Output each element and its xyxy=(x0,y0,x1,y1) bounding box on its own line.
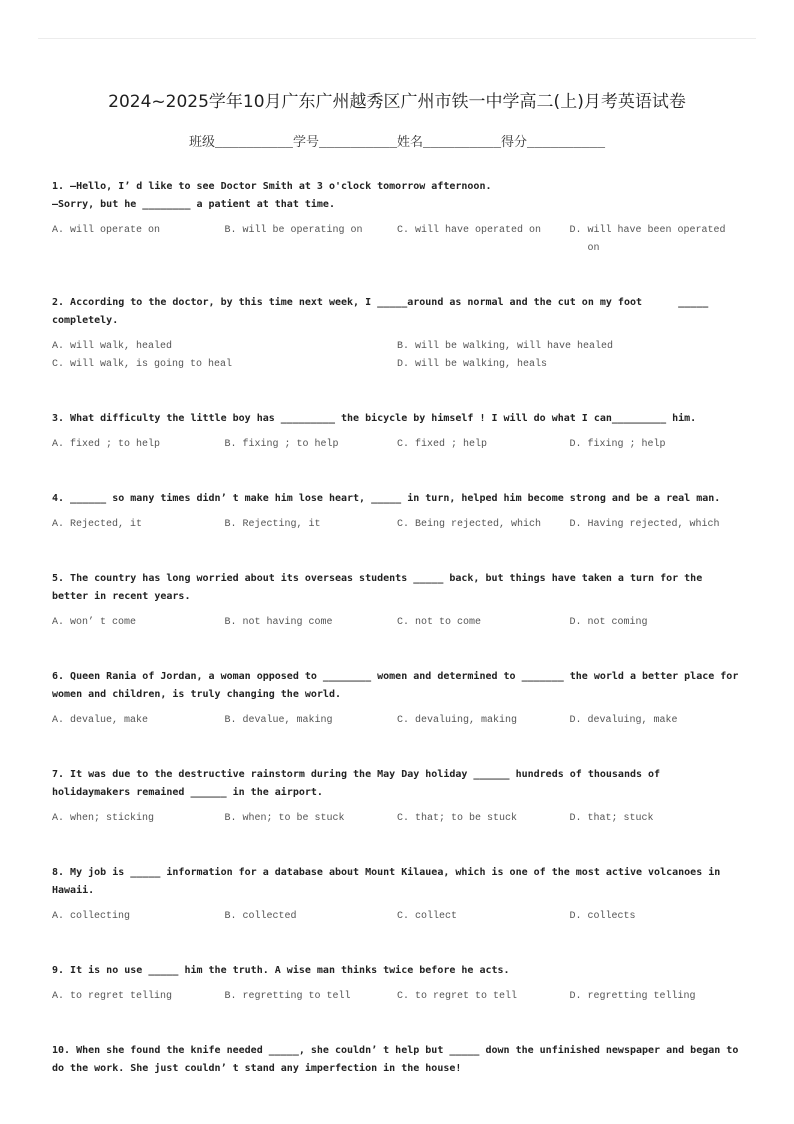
stem-line: 6. Queen Rania of Jordan, a woman opposed to ________ women and determined to _______ the world a better place for xyxy=(52,671,739,682)
student-number-label: 学号 xyxy=(292,135,319,150)
class-label: 班级 xyxy=(188,135,215,150)
option-d: D. not coming xyxy=(569,617,648,628)
student-number-blank: __________ xyxy=(318,135,397,150)
option-d: D. fixing ; help xyxy=(569,439,666,450)
stem-line: do the work. She just couldn’ t stand any imperfection in the house! xyxy=(52,1063,462,1074)
exam-title: 2024~2025学年10月广东广州越秀区广州市铁一中学高二(上)月考英语试卷 xyxy=(108,92,686,112)
options xyxy=(52,436,752,454)
class-blank: __________ xyxy=(214,135,293,150)
stem-line: 2. According to the doctor, by this time next week, I _____around as normal and the cut on my foot _____ xyxy=(52,297,709,308)
score-label: 得分 xyxy=(501,135,528,150)
question-stem xyxy=(52,962,752,980)
stem-line: completely. xyxy=(52,315,119,326)
stem-line: women and children, is truly changing the world. xyxy=(52,689,341,700)
question-stem xyxy=(52,668,752,704)
option-c: C. Being rejected, which xyxy=(397,519,542,530)
student-info-line xyxy=(0,134,794,152)
question-6 xyxy=(52,668,752,730)
option-b: B. when; to be stuck xyxy=(224,813,345,824)
question-stem xyxy=(52,766,752,802)
stem-line: 5. The country has long worried about its overseas students _____ back, but things have taken a turn for the xyxy=(52,573,703,584)
option-c: C. to regret to tell xyxy=(397,991,518,1002)
option-d: D. collects xyxy=(569,911,636,922)
question-stem xyxy=(52,570,752,606)
options xyxy=(52,516,752,534)
option-b: B. will be operating on xyxy=(224,225,363,236)
option-b: B. collected xyxy=(224,911,297,922)
option-a: A. when; sticking xyxy=(52,813,155,824)
option-c: C. that; to be stuck xyxy=(397,813,518,824)
question-5 xyxy=(52,570,752,632)
name-label: 姓名 xyxy=(397,135,424,150)
name-blank: __________ xyxy=(423,135,502,150)
stem-line: 10. When she found the knife needed _____, she couldn’ t help but _____ down the unfinished newspaper and began to xyxy=(52,1045,739,1056)
stem-line: 8. My job is _____ information for a database about Mount Kilauea, which is one of the most active volcanoes in xyxy=(52,867,721,878)
option-c: C. devaluing, making xyxy=(397,715,518,726)
option-a: A. fixed ; to help xyxy=(52,439,161,450)
stem-line: Hawaii. xyxy=(52,885,95,896)
score-blank: __________ xyxy=(527,135,606,150)
header-divider xyxy=(38,38,756,39)
question-4 xyxy=(52,490,752,534)
question-list xyxy=(52,178,752,1114)
options xyxy=(52,614,752,632)
option-c: C. collect xyxy=(397,911,458,922)
stem-line: —Sorry, but he ________ a patient at that time. xyxy=(52,199,335,210)
option-d: D. regretting telling xyxy=(569,991,696,1002)
option-a: A. devalue, make xyxy=(52,715,149,726)
option-b: B. will be walking, will have healed xyxy=(397,341,614,352)
question-stem xyxy=(52,178,752,214)
stem-line: 9. It is no use _____ him the truth. A wise man thinks twice before he acts. xyxy=(52,965,510,976)
option-b: B. fixing ; to help xyxy=(224,439,339,450)
options xyxy=(52,810,752,828)
option-a: A. won’ t come xyxy=(52,617,137,628)
question-stem xyxy=(52,1042,752,1078)
option-d: D. devaluing, make xyxy=(569,715,678,726)
options xyxy=(52,222,752,258)
option-b: B. Rejecting, it xyxy=(224,519,321,530)
option-a: A. will walk, healed xyxy=(52,341,173,352)
option-b: B. devalue, making xyxy=(224,715,333,726)
option-d: D. will be walking, heals xyxy=(397,359,548,370)
option-a: A. will operate on xyxy=(52,225,161,236)
options xyxy=(52,712,752,730)
option-d: D. Having rejected, which xyxy=(569,519,720,530)
option-c: C. not to come xyxy=(397,617,482,628)
question-stem xyxy=(52,410,752,428)
question-9 xyxy=(52,962,752,1006)
question-stem xyxy=(52,490,752,508)
question-3 xyxy=(52,410,752,454)
option-b: B. not having come xyxy=(224,617,333,628)
options xyxy=(52,908,752,926)
stem-line: 7. It was due to the destructive rainstorm during the May Day holiday ______ hundreds of thousands of xyxy=(52,769,661,780)
stem-line: holidaymakers remained ______ in the airport. xyxy=(52,787,323,798)
question-7 xyxy=(52,766,752,828)
option-a: A. Rejected, it xyxy=(52,519,143,530)
option-d: D. that; stuck xyxy=(569,813,654,824)
stem-line: better in recent years. xyxy=(52,591,191,602)
question-2 xyxy=(52,294,752,374)
options xyxy=(52,338,752,374)
option-a: A. collecting xyxy=(52,911,131,922)
option-c: C. will have operated on xyxy=(397,225,542,236)
stem-line: 1. —Hello, I’ d like to see Doctor Smith at 3 o'clock tomorrow afternoon. xyxy=(52,181,492,192)
option-b: B. regretting to tell xyxy=(224,991,351,1002)
question-8 xyxy=(52,864,752,926)
options xyxy=(52,988,752,1006)
option-c: C. fixed ; help xyxy=(397,439,488,450)
question-1 xyxy=(52,178,752,258)
option-c: C. will walk, is going to heal xyxy=(52,359,233,370)
question-10 xyxy=(52,1042,752,1078)
option-a: A. to regret telling xyxy=(52,991,173,1002)
stem-line: 4. ______ so many times didn’ t make him lose heart, _____ in turn, helped him become strong and be a real man. xyxy=(52,493,721,504)
option-d: D. will have been operated on xyxy=(569,225,726,254)
stem-line: 3. What difficulty the little boy has _________ the bicycle by himself ! I will do what I can_________ him. xyxy=(52,413,697,424)
question-stem xyxy=(52,294,752,330)
question-stem xyxy=(52,864,752,900)
